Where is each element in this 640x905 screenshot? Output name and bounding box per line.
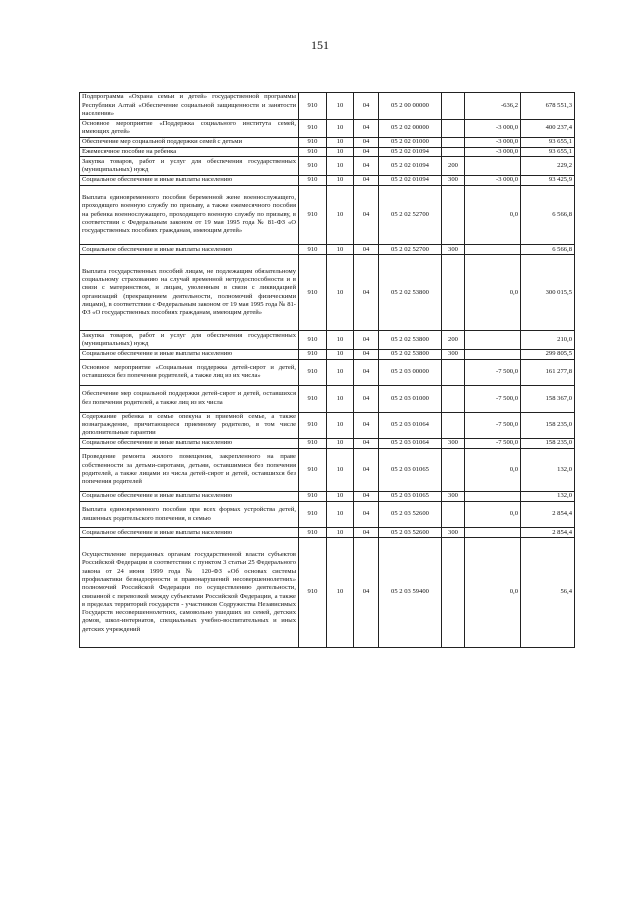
target-article-cell: 05 2 02 52700 bbox=[379, 185, 442, 245]
table-row bbox=[80, 528, 575, 538]
subsection-code-cell: 04 bbox=[354, 245, 379, 255]
section-code-cell: 10 bbox=[327, 185, 354, 245]
page-number: 151 bbox=[311, 38, 329, 52]
target-article-cell: 05 2 02 00000 bbox=[379, 119, 442, 137]
row-name-cell: Ежемесячное пособие на ребенка bbox=[80, 147, 299, 157]
subsection-code-cell: 04 bbox=[354, 412, 379, 439]
expense-type-cell: 200 bbox=[442, 157, 465, 175]
section-code-cell: 10 bbox=[327, 448, 354, 491]
subsection-code-cell: 04 bbox=[354, 157, 379, 175]
expense-type-cell bbox=[442, 185, 465, 245]
target-article-cell: 05 2 03 59400 bbox=[379, 538, 442, 648]
expense-type-cell bbox=[442, 448, 465, 491]
target-article-cell: 05 2 03 01064 bbox=[379, 439, 442, 449]
section-code-cell: 10 bbox=[327, 491, 354, 501]
subsection-code-cell: 04 bbox=[354, 255, 379, 331]
row-name-cell: Обеспечение мер социальной поддержки детей-сирот и детей, оставшихся без попечения родителей, а также лиц из их числа bbox=[80, 386, 299, 413]
ved-code-cell: 910 bbox=[299, 412, 327, 439]
row-name-cell: Социальное обеспечение и иные выплаты населению bbox=[80, 439, 299, 449]
row-name-cell: Закупка товаров, работ и услуг для обеспечения государственных (муниципальных) нужд bbox=[80, 157, 299, 175]
table-row bbox=[80, 386, 575, 413]
total-amount-cell: 6 566,8 bbox=[521, 185, 575, 245]
row-name-cell: Проведение ремонта жилого помещения, закрепленного на праве собственности за детьми-сиротами, детьми, оставшимися без попечения родителей, а также лицами из числа детей-сирот и детей, оставшихся без попечения родителей bbox=[80, 448, 299, 491]
change-amount-cell bbox=[465, 528, 521, 538]
expense-type-cell bbox=[442, 147, 465, 157]
change-amount-cell: -7 500,0 bbox=[465, 386, 521, 413]
target-article-cell: 05 2 03 01065 bbox=[379, 448, 442, 491]
ved-code-cell: 910 bbox=[299, 359, 327, 386]
ved-code-cell: 910 bbox=[299, 349, 327, 359]
subsection-code-cell: 04 bbox=[354, 538, 379, 648]
total-amount-cell: 299 805,5 bbox=[521, 349, 575, 359]
change-amount-cell: -3 000,0 bbox=[465, 147, 521, 157]
expense-type-cell: 300 bbox=[442, 175, 465, 185]
row-name-cell: Основное мероприятие «Поддержка социального института семей, имеющих детей» bbox=[80, 119, 299, 137]
row-name-cell: Социальное обеспечение и иные выплаты населению bbox=[80, 491, 299, 501]
expense-type-cell bbox=[442, 119, 465, 137]
table-row bbox=[80, 137, 575, 147]
ved-code-cell: 910 bbox=[299, 386, 327, 413]
row-name-cell: Подпрограмма «Охрана семьи и детей» государственной программы Республики Алтай «Обеспечение социальной защищенности и занятости населения» bbox=[80, 93, 299, 120]
change-amount-cell bbox=[465, 157, 521, 175]
subsection-code-cell: 04 bbox=[354, 491, 379, 501]
table-row bbox=[80, 439, 575, 449]
ved-code-cell: 910 bbox=[299, 501, 327, 528]
change-amount-cell bbox=[465, 491, 521, 501]
total-amount-cell: 158 235,0 bbox=[521, 439, 575, 449]
row-name-cell: Обеспечение мер социальной поддержки семей с детьми bbox=[80, 137, 299, 147]
total-amount-cell: 132,0 bbox=[521, 491, 575, 501]
ved-code-cell: 910 bbox=[299, 331, 327, 349]
table-row bbox=[80, 412, 575, 439]
total-amount-cell: 300 015,5 bbox=[521, 255, 575, 331]
section-code-cell: 10 bbox=[327, 359, 354, 386]
expense-type-cell bbox=[442, 538, 465, 648]
row-name-cell: Осуществление переданных органам государственной власти субъектов Российской Федерации в соответствии с пунктом 3 статьи 25 Федерального закона от 24 июня 1999 года № 120-ФЗ «Об основах системы профилактики безнадзорности и правонарушений несовершеннолетних» полномочий Российской Федерации по осуществлению деятельности, связанной с перевозкой между субъектами Российской Федерации, а также в пределах территорий государств - участников Содружества Независимых Государств несовершеннолетних, самовольно ушедших из семей, детских домов, школ-интернатов, специальных учебно-воспитательных и иных детских учреждений bbox=[80, 538, 299, 648]
subsection-code-cell: 04 bbox=[354, 386, 379, 413]
total-amount-cell: 400 237,4 bbox=[521, 119, 575, 137]
subsection-code-cell: 04 bbox=[354, 528, 379, 538]
ved-code-cell: 910 bbox=[299, 439, 327, 449]
total-amount-cell: 93 655,1 bbox=[521, 137, 575, 147]
section-code-cell: 10 bbox=[327, 349, 354, 359]
table-row bbox=[80, 255, 575, 331]
ved-code-cell: 910 bbox=[299, 119, 327, 137]
target-article-cell: 05 2 02 53800 bbox=[379, 331, 442, 349]
expense-type-cell bbox=[442, 255, 465, 331]
table-row bbox=[80, 448, 575, 491]
expense-type-cell: 300 bbox=[442, 528, 465, 538]
subsection-code-cell: 04 bbox=[354, 349, 379, 359]
target-article-cell: 05 2 02 01094 bbox=[379, 147, 442, 157]
expense-type-cell bbox=[442, 137, 465, 147]
total-amount-cell: 2 854,4 bbox=[521, 501, 575, 528]
row-name-cell: Закупка товаров, работ и услуг для обеспечения государственных (муниципальных) нужд bbox=[80, 331, 299, 349]
subsection-code-cell: 04 bbox=[354, 448, 379, 491]
subsection-code-cell: 04 bbox=[354, 359, 379, 386]
expense-type-cell bbox=[442, 359, 465, 386]
change-amount-cell: -3 000,0 bbox=[465, 137, 521, 147]
target-article-cell: 05 2 03 01065 bbox=[379, 491, 442, 501]
target-article-cell: 05 2 03 52600 bbox=[379, 528, 442, 538]
ved-code-cell: 910 bbox=[299, 528, 327, 538]
table-row bbox=[80, 119, 575, 137]
total-amount-cell: 161 277,8 bbox=[521, 359, 575, 386]
change-amount-cell bbox=[465, 245, 521, 255]
total-amount-cell: 158 367,0 bbox=[521, 386, 575, 413]
change-amount-cell: -636,2 bbox=[465, 93, 521, 120]
change-amount-cell bbox=[465, 349, 521, 359]
ved-code-cell: 910 bbox=[299, 147, 327, 157]
change-amount-cell: 0,0 bbox=[465, 448, 521, 491]
table-row bbox=[80, 185, 575, 245]
expense-type-cell: 300 bbox=[442, 349, 465, 359]
row-name-cell: Выплата единовременного пособия беременной жене военнослужащего, проходящего военную службу по призыву, а также ежемесячного пособия на ребенка военнослужащего, проходящего военную службу по призыву, в соответствии с Федеральным законом от 19 мая 1995 года № 81-ФЗ «О государственных пособиях гражданам, имеющим детей» bbox=[80, 185, 299, 245]
budget-table bbox=[79, 92, 575, 648]
section-code-cell: 10 bbox=[327, 147, 354, 157]
expense-type-cell: 200 bbox=[442, 331, 465, 349]
target-article-cell: 05 2 03 52600 bbox=[379, 501, 442, 528]
total-amount-cell: 158 235,0 bbox=[521, 412, 575, 439]
table-row bbox=[80, 491, 575, 501]
target-article-cell: 05 2 02 01094 bbox=[379, 175, 442, 185]
table-body bbox=[80, 93, 575, 648]
target-article-cell: 05 2 03 00000 bbox=[379, 359, 442, 386]
ved-code-cell: 910 bbox=[299, 185, 327, 245]
table-row bbox=[80, 175, 575, 185]
section-code-cell: 10 bbox=[327, 119, 354, 137]
table-row bbox=[80, 359, 575, 386]
section-code-cell: 10 bbox=[327, 439, 354, 449]
change-amount-cell: 0,0 bbox=[465, 255, 521, 331]
section-code-cell: 10 bbox=[327, 255, 354, 331]
ved-code-cell: 910 bbox=[299, 491, 327, 501]
target-article-cell: 05 2 03 01000 bbox=[379, 386, 442, 413]
total-amount-cell: 93 425,9 bbox=[521, 175, 575, 185]
target-article-cell: 05 2 02 52700 bbox=[379, 245, 442, 255]
subsection-code-cell: 04 bbox=[354, 147, 379, 157]
table-row bbox=[80, 147, 575, 157]
subsection-code-cell: 04 bbox=[354, 439, 379, 449]
section-code-cell: 10 bbox=[327, 412, 354, 439]
section-code-cell: 10 bbox=[327, 386, 354, 413]
row-name-cell: Социальное обеспечение и иные выплаты населению bbox=[80, 175, 299, 185]
ved-code-cell: 910 bbox=[299, 157, 327, 175]
table-row bbox=[80, 501, 575, 528]
target-article-cell: 05 2 02 53800 bbox=[379, 255, 442, 331]
row-name-cell: Содержание ребенка в семье опекуна и приемной семье, а также вознаграждение, причитающееся приемному родителю, в том числе дополнительные гарантии bbox=[80, 412, 299, 439]
ved-code-cell: 910 bbox=[299, 245, 327, 255]
section-code-cell: 10 bbox=[327, 538, 354, 648]
expense-type-cell: 300 bbox=[442, 491, 465, 501]
subsection-code-cell: 04 bbox=[354, 501, 379, 528]
total-amount-cell: 93 655,1 bbox=[521, 147, 575, 157]
target-article-cell: 05 2 00 00000 bbox=[379, 93, 442, 120]
section-code-cell: 10 bbox=[327, 528, 354, 538]
expense-type-cell bbox=[442, 386, 465, 413]
expense-type-cell bbox=[442, 93, 465, 120]
subsection-code-cell: 04 bbox=[354, 175, 379, 185]
section-code-cell: 10 bbox=[327, 245, 354, 255]
table-row bbox=[80, 349, 575, 359]
target-article-cell: 05 2 02 01000 bbox=[379, 137, 442, 147]
change-amount-cell: -7 500,0 bbox=[465, 439, 521, 449]
change-amount-cell: -7 500,0 bbox=[465, 359, 521, 386]
ved-code-cell: 910 bbox=[299, 255, 327, 331]
table-row bbox=[80, 331, 575, 349]
expense-type-cell bbox=[442, 501, 465, 528]
section-code-cell: 10 bbox=[327, 137, 354, 147]
row-name-cell: Социальное обеспечение и иные выплаты населению bbox=[80, 349, 299, 359]
ved-code-cell: 910 bbox=[299, 538, 327, 648]
section-code-cell: 10 bbox=[327, 157, 354, 175]
ved-code-cell: 910 bbox=[299, 93, 327, 120]
change-amount-cell: -7 500,0 bbox=[465, 412, 521, 439]
subsection-code-cell: 04 bbox=[354, 185, 379, 245]
total-amount-cell: 132,0 bbox=[521, 448, 575, 491]
table-row bbox=[80, 245, 575, 255]
table-row bbox=[80, 538, 575, 648]
change-amount-cell bbox=[465, 331, 521, 349]
section-code-cell: 10 bbox=[327, 175, 354, 185]
subsection-code-cell: 04 bbox=[354, 93, 379, 120]
target-article-cell: 05 2 02 01094 bbox=[379, 157, 442, 175]
total-amount-cell: 678 551,3 bbox=[521, 93, 575, 120]
expense-type-cell: 300 bbox=[442, 245, 465, 255]
change-amount-cell: -3 000,0 bbox=[465, 119, 521, 137]
section-code-cell: 10 bbox=[327, 93, 354, 120]
subsection-code-cell: 04 bbox=[354, 119, 379, 137]
total-amount-cell: 229,2 bbox=[521, 157, 575, 175]
total-amount-cell: 6 566,8 bbox=[521, 245, 575, 255]
total-amount-cell: 56,4 bbox=[521, 538, 575, 648]
ved-code-cell: 910 bbox=[299, 137, 327, 147]
row-name-cell: Социальное обеспечение и иные выплаты населению bbox=[80, 245, 299, 255]
row-name-cell: Выплата единовременного пособия при всех формах устройства детей, лишенных родительского попечения, в семью bbox=[80, 501, 299, 528]
change-amount-cell: 0,0 bbox=[465, 538, 521, 648]
expense-type-cell: 300 bbox=[442, 439, 465, 449]
row-name-cell: Основное мероприятие «Социальная поддержка детей-сирот и детей, оставшихся без попечения родителей, а также лиц из их числа» bbox=[80, 359, 299, 386]
table-row bbox=[80, 93, 575, 120]
change-amount-cell: 0,0 bbox=[465, 501, 521, 528]
total-amount-cell: 210,0 bbox=[521, 331, 575, 349]
table-row bbox=[80, 157, 575, 175]
target-article-cell: 05 2 03 01064 bbox=[379, 412, 442, 439]
subsection-code-cell: 04 bbox=[354, 331, 379, 349]
target-article-cell: 05 2 02 53800 bbox=[379, 349, 442, 359]
total-amount-cell: 2 854,4 bbox=[521, 528, 575, 538]
change-amount-cell: -3 000,0 bbox=[465, 175, 521, 185]
change-amount-cell: 0,0 bbox=[465, 185, 521, 245]
subsection-code-cell: 04 bbox=[354, 137, 379, 147]
expense-type-cell bbox=[442, 412, 465, 439]
ved-code-cell: 910 bbox=[299, 448, 327, 491]
row-name-cell: Социальное обеспечение и иные выплаты населению bbox=[80, 528, 299, 538]
section-code-cell: 10 bbox=[327, 331, 354, 349]
section-code-cell: 10 bbox=[327, 501, 354, 528]
row-name-cell: Выплата государственных пособий лицам, не подлежащим обязательному социальному страхованию на случай временной нетрудоспособности и в связи с материнством, и лицам, уволенным в связи с ликвидацией организаций (прекращением деятельности, полномочий физическими лицами), в соответствии с Федеральным законом от 19 мая 1995 года № 81-ФЗ «О государственных пособиях гражданам, имеющим детей» bbox=[80, 255, 299, 331]
ved-code-cell: 910 bbox=[299, 175, 327, 185]
